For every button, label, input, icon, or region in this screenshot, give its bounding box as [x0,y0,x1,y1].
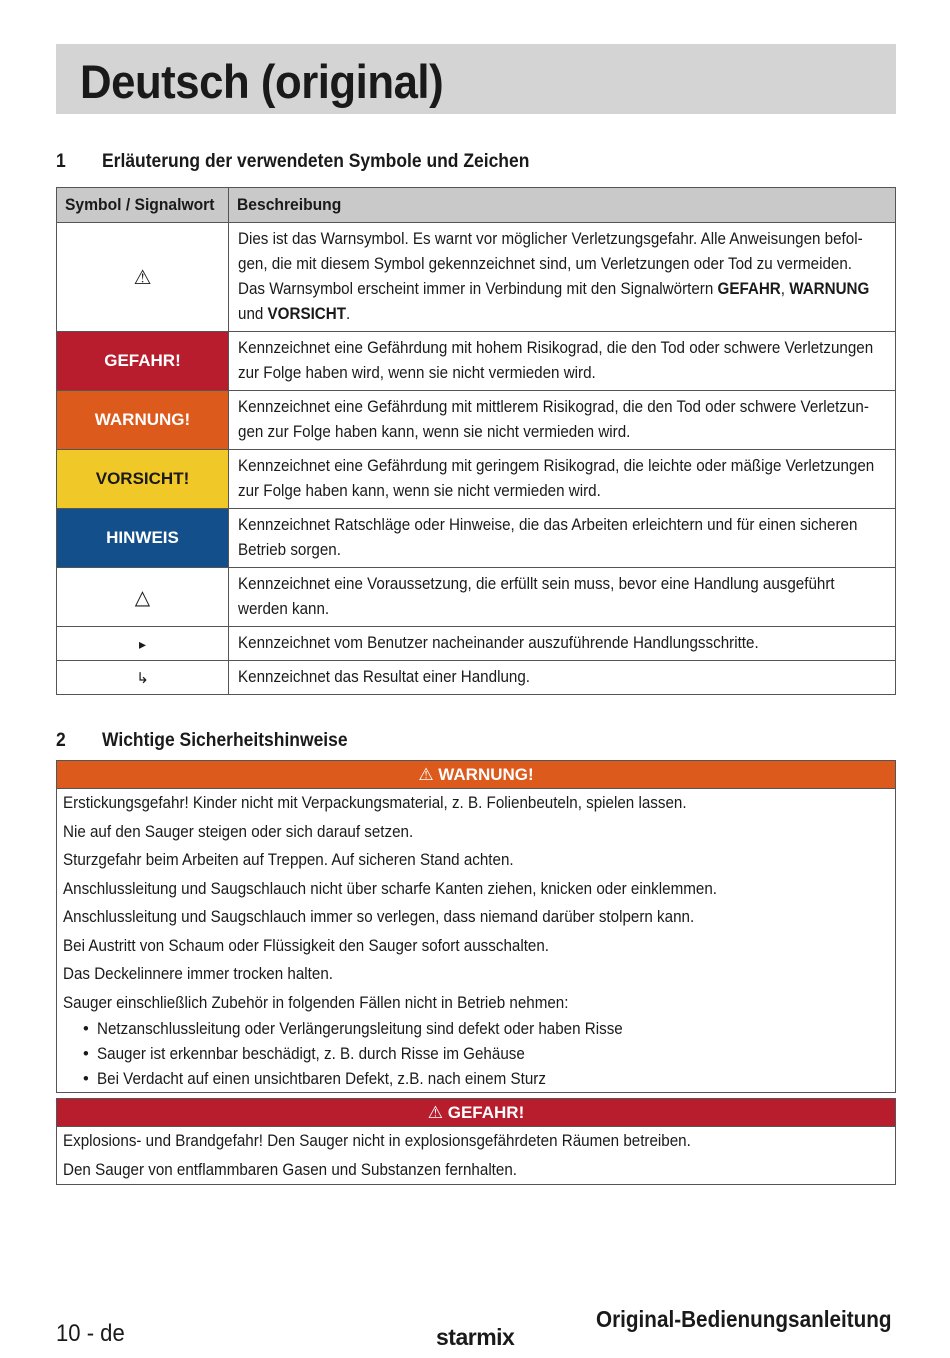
table-row [57,450,896,509]
section-2-title: Wichtige Sicherheitshinweise [102,730,348,751]
title-bar [56,44,896,114]
danger-box [56,1098,896,1185]
table-row [57,627,896,661]
table-row [57,509,896,568]
list-item: Anschlussleitung und Saugschlauch immer so verlegen, dass niemand darüber stolpern kann. [63,908,695,926]
section-1-heading [56,151,529,173]
table-cell-description: Kennzeichnet eine Gefährdung mit hohem Risikograd, die den Tod oder schwere Verletzungen zur Folge haben wird, wenn sie nicht vermieden wird. [229,332,896,391]
document-title: Original-Bedienungsanleitung [596,1306,892,1332]
table-cell-description: Kennzeichnet das Resultat einer Handlung. [229,661,896,695]
list-item: Sauger einschließlich Zubehör in folgenden Fällen nicht in Betrieb nehmen: [63,993,569,1012]
bullet-item: • Bei Verdacht auf einen unsichtbaren Defekt, z.B. nach einem Sturz [83,1070,546,1088]
warning-box [56,760,896,1093]
list-item: Explosions- und Brandgefahr! Den Sauger nicht in explosionsgefährdeten Räumen betreiben. [63,1132,691,1150]
bullet-item: • Netzanschlussleitung oder Verlängerungsleitung sind defekt oder haben Risse [83,1020,623,1038]
table-cell-description: Kennzeichnet Ratschläge oder Hinweise, die das Arbeiten erleichtern und für einen sicheren Betrieb sorgen. [229,509,896,568]
signal-word-hinweis: HINWEIS [57,509,229,568]
section-1-number: 1 [56,151,66,172]
table-row [57,391,896,450]
symbols-table [56,187,896,695]
page-number: 10 - de [56,1320,125,1347]
section-2-heading [56,730,348,752]
table-cell-description: Dies ist das Warnsymbol. Es warnt vor möglicher Verletzungsgefahr. Alle Anweisungen befol-gen, die mit diesem Symbol gekennzeichnet sind, um Verletzungen oder Tod zu vermeiden. Das Warnsymbol erscheint immer in Verbindung mit den Signalwörtern GEFAHR, WARNUNG und VORSICHT. [229,223,896,332]
bullet-item: • Sauger ist erkennbar beschädigt, z. B. durch Risse im Gehäuse [83,1045,525,1063]
table-cell-description: Kennzeichnet vom Benutzer nacheinander auszuführende Handlungsschritte. [229,627,896,661]
list-item: Nie auf den Sauger steigen oder sich darauf setzen. [63,822,414,841]
table-cell-description: Kennzeichnet eine Gefährdung mit mittlerem Risikograd, die den Tod oder schwere Verletzun-gen zur Folge haben kann, wenn sie nicht vermieden wird. [229,391,896,450]
warning-symbol-icon: ⚠ [57,223,229,332]
column-header-description: Beschreibung [229,188,896,223]
signal-word-gefahr: GEFAHR! [57,332,229,391]
section-2-number: 2 [56,730,66,751]
table-row [57,661,896,695]
list-item: Anschlussleitung und Saugschlauch nicht über scharfe Kanten ziehen, knicken oder einklemmen. [63,879,717,898]
action-step-arrow-icon: ▸ [57,627,229,661]
result-arrow-icon: ↳ [57,661,229,695]
table-cell-description: Kennzeichnet eine Voraussetzung, die erfüllt sein muss, bevor eine Handlung ausgeführt werden kann. [229,568,896,627]
table-header-row [57,188,896,223]
table-row [57,223,896,332]
list-item: Sturzgefahr beim Arbeiten auf Treppen. Auf sicheren Stand achten. [63,851,514,869]
danger-box-label: ⚠ GEFAHR! [57,1099,895,1127]
table-row [57,568,896,627]
warning-box-label: ⚠ WARNUNG! [57,761,895,789]
signal-word-warnung: WARNUNG! [57,391,229,450]
table-cell-description: Kennzeichnet eine Gefährdung mit geringem Risikograd, die leichte oder mäßige Verletzungen zur Folge haben kann, wenn sie nicht vermieden wird. [229,450,896,509]
table-row [57,332,896,391]
prerequisite-triangle-icon: △ [57,568,229,627]
list-item: Den Sauger von entflammbaren Gasen und Substanzen fernhalten. [63,1160,518,1179]
page-title: Deutsch (original) [80,55,444,108]
list-item: Das Deckelinnere immer trocken halten. [63,965,333,983]
starmix-logo: starmix [436,1324,515,1350]
signal-word-vorsicht: VORSICHT! [57,450,229,509]
list-item: Bei Austritt von Schaum oder Flüssigkeit den Sauger sofort ausschalten. [63,936,550,955]
section-1-title: Erläuterung der verwendeten Symbole und Zeichen [102,151,530,172]
column-header-symbol: Symbol / Signalwort [57,188,229,223]
list-item: Erstickungsgefahr! Kinder nicht mit Verpackungsmaterial, z. B. Folienbeuteln, spielen lassen. [63,794,687,812]
